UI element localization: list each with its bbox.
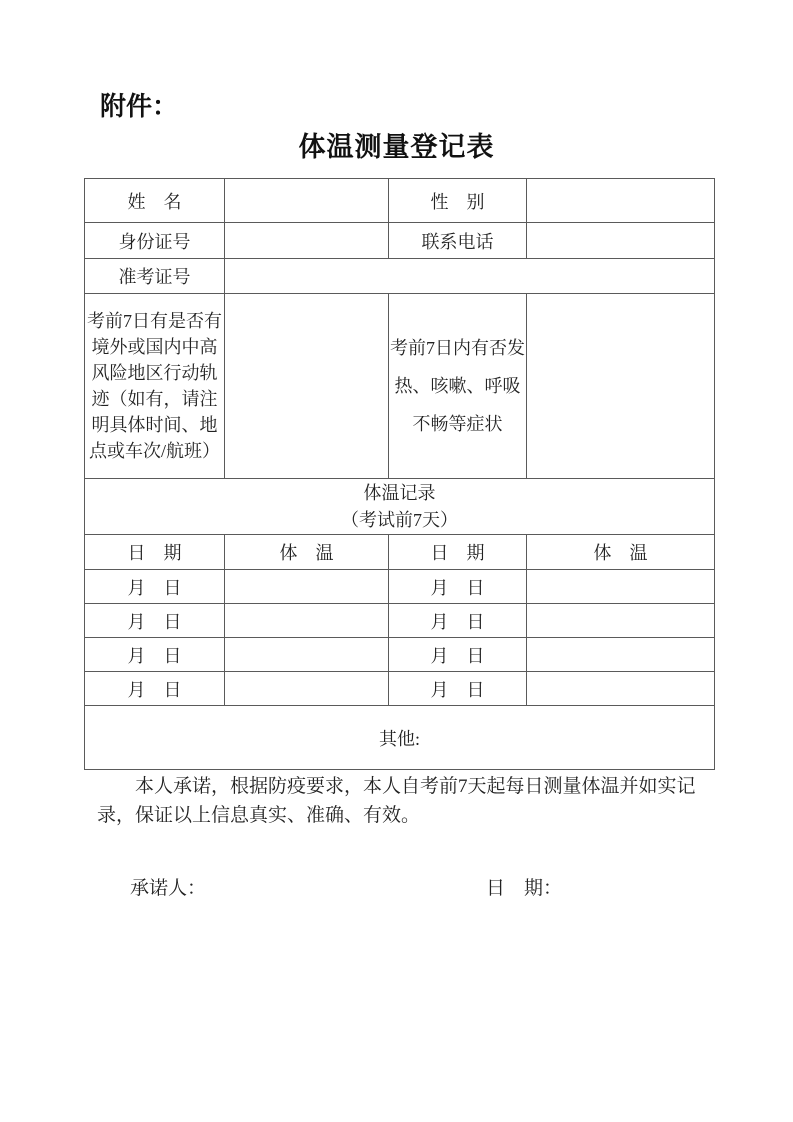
promiser-label: 承诺人： — [130, 878, 207, 899]
registration-table — [84, 178, 715, 770]
table-row-other — [85, 706, 715, 770]
exam-ticket-label: 准考证号 — [85, 259, 225, 294]
date-column-header: 日 期 — [389, 535, 527, 570]
temperature-record-row — [85, 672, 715, 706]
exam-ticket-input-cell[interactable] — [225, 259, 715, 294]
date-cell[interactable]: 月 日 — [85, 672, 225, 706]
id-number-label: 身份证号 — [85, 223, 225, 259]
date-column-header: 日 期 — [85, 535, 225, 570]
temperature-column-header: 体 温 — [527, 535, 715, 570]
pledge-text: 本人承诺，根据防疫要求，本人自考前7天起每日测量体温并如实记录，保证以上信息真实、准确、有效。 — [97, 776, 696, 826]
travel-history-input-cell[interactable] — [225, 294, 389, 479]
temperature-input-cell[interactable] — [527, 672, 715, 706]
table-row-id-phone — [85, 223, 715, 259]
gender-label: 性 别 — [389, 179, 527, 223]
date-cell[interactable]: 月 日 — [389, 604, 527, 638]
date-cell[interactable]: 月 日 — [85, 570, 225, 604]
name-input-cell[interactable] — [225, 179, 389, 223]
table-row-name-gender — [85, 179, 715, 223]
temperature-input-cell[interactable] — [225, 638, 389, 672]
other-input-cell[interactable]: 其他: — [85, 706, 715, 770]
date-cell[interactable]: 月 日 — [389, 570, 527, 604]
temperature-input-cell[interactable] — [527, 570, 715, 604]
table-row-section-header — [85, 479, 715, 535]
temperature-section-title: 体温记录 — [363, 482, 436, 503]
temperature-record-row — [85, 638, 715, 672]
temperature-input-cell[interactable] — [225, 570, 389, 604]
phone-input-cell[interactable] — [527, 223, 715, 259]
temperature-input-cell[interactable] — [225, 604, 389, 638]
temperature-input-cell[interactable] — [527, 638, 715, 672]
symptoms-label: 考前7日内有否发热、咳嗽、呼吸不畅等症状 — [389, 294, 527, 479]
phone-label: 联系电话 — [389, 223, 527, 259]
temperature-record-row — [85, 570, 715, 604]
temperature-column-header: 体 温 — [225, 535, 389, 570]
table-row-column-headers — [85, 535, 715, 570]
temperature-input-cell[interactable] — [225, 672, 389, 706]
temperature-section-subtitle: （考试前7天） — [341, 509, 458, 530]
temperature-record-row — [85, 604, 715, 638]
temperature-section-header — [85, 479, 715, 535]
symptoms-input-cell[interactable] — [527, 294, 715, 479]
gender-input-cell[interactable] — [527, 179, 715, 223]
page-title: 体温测量登记表 — [298, 132, 495, 162]
signature-date-label: 日 期： — [486, 878, 563, 899]
travel-history-label: 考前7日有是否有境外或国内中高风险地区行动轨迹（如有，请注明具体时间、地点或车次/航班） — [85, 294, 225, 479]
temperature-input-cell[interactable] — [527, 604, 715, 638]
date-cell[interactable]: 月 日 — [85, 638, 225, 672]
date-cell[interactable]: 月 日 — [389, 672, 527, 706]
table-row-exam-ticket — [85, 259, 715, 294]
signature-row — [0, 874, 793, 904]
attachment-label: 附件： — [100, 91, 179, 121]
date-cell[interactable]: 月 日 — [85, 604, 225, 638]
date-cell[interactable]: 月 日 — [389, 638, 527, 672]
id-number-input-cell[interactable] — [225, 223, 389, 259]
name-label: 姓 名 — [85, 179, 225, 223]
table-row-history-symptoms — [85, 294, 715, 479]
